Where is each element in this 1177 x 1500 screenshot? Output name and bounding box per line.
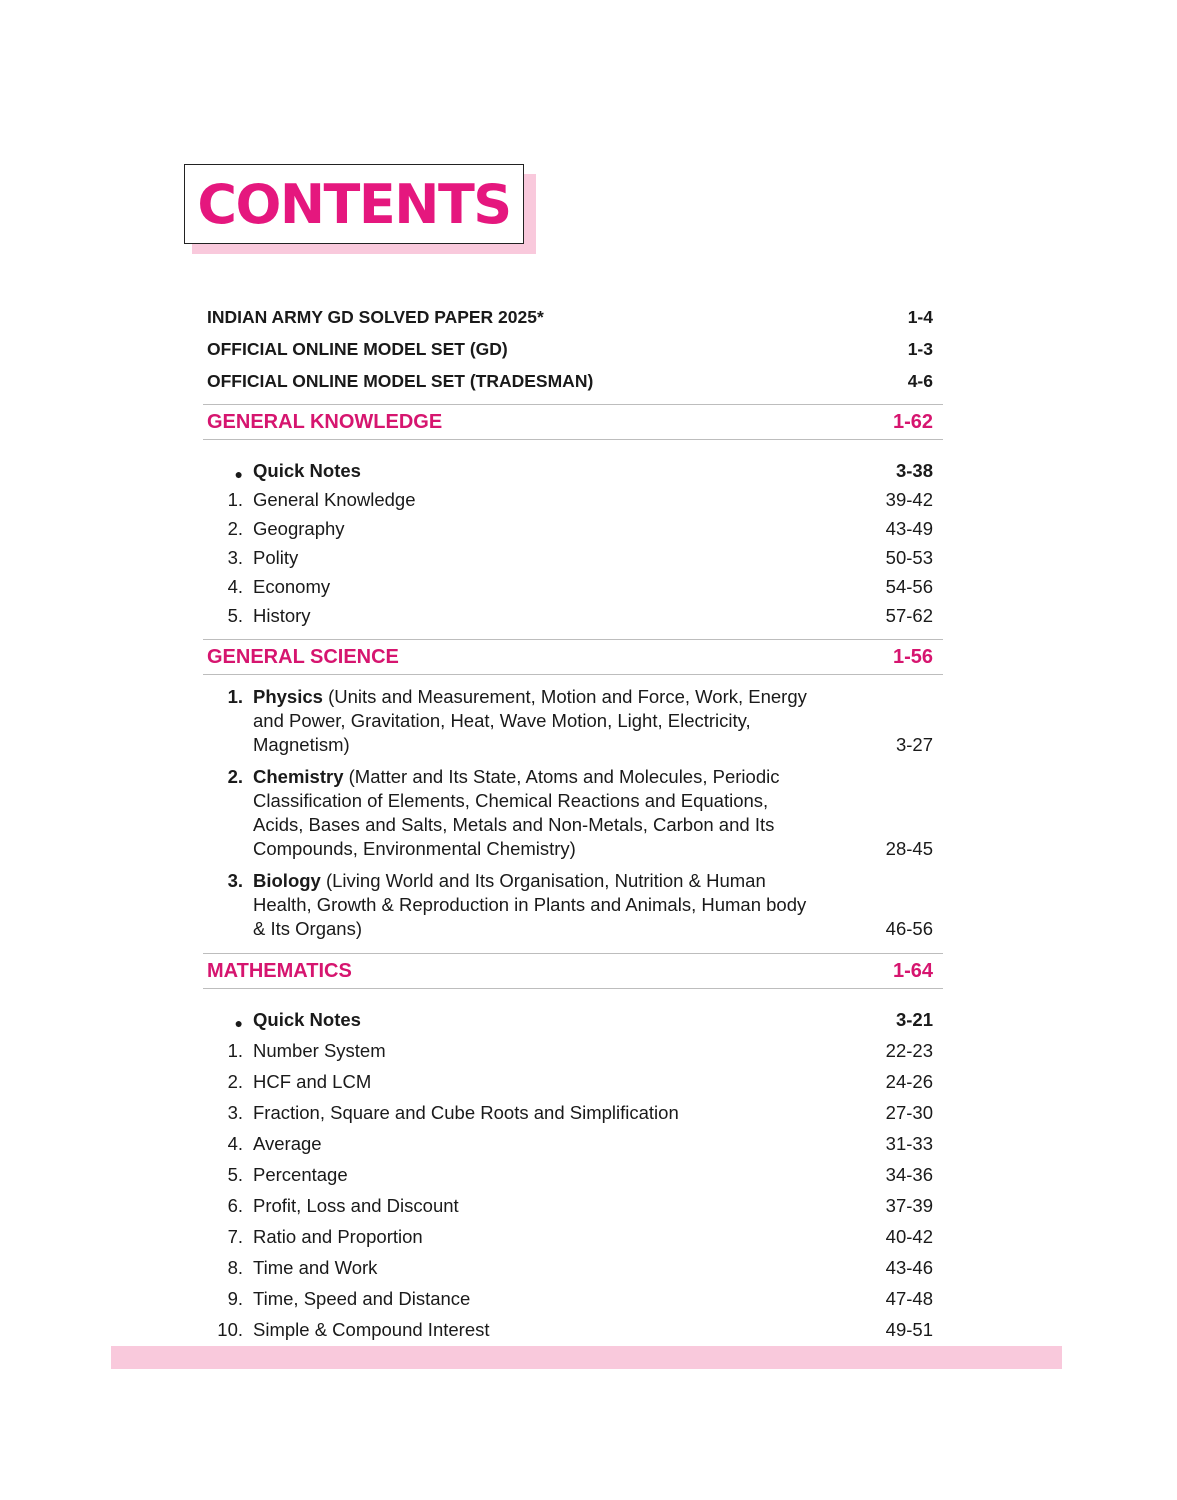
list-item-biology[interactable] (203, 869, 943, 941)
item-label: Polity (253, 547, 299, 568)
toc-entry-solved-paper[interactable] (203, 296, 943, 328)
item-number: 1. (227, 686, 243, 707)
entry-pages: 1-3 (907, 339, 933, 359)
item-pages: 3-27 (895, 734, 933, 755)
item-label: History (253, 605, 311, 626)
section-heading-general-science[interactable] (203, 639, 943, 675)
item-label: Percentage (253, 1164, 348, 1185)
entry-label: Quick Notes (253, 1009, 361, 1030)
list-item[interactable] (203, 1155, 943, 1186)
list-item[interactable] (203, 1310, 943, 1341)
toc-entry-quick-notes[interactable] (203, 450, 943, 482)
item-label: Fraction, Square and Cube Roots and Simplification (253, 1102, 679, 1123)
list-item[interactable] (203, 1031, 943, 1062)
subject-name: Chemistry (253, 766, 344, 787)
footer-bar (111, 1346, 1062, 1369)
item-pages: 31-33 (885, 1133, 933, 1154)
item-number: 1. (227, 1040, 243, 1061)
item-label (243, 869, 813, 941)
list-item[interactable] (203, 540, 943, 569)
item-pages: 47-48 (885, 1288, 933, 1309)
item-number: 7. (227, 1226, 243, 1247)
item-number: 5. (227, 1164, 243, 1185)
entry-label: INDIAN ARMY GD SOLVED PAPER 2025* (207, 307, 544, 327)
title-box (184, 164, 524, 244)
bullet-icon: ● (234, 1015, 243, 1031)
section-pages: 1-62 (892, 410, 933, 433)
entry-label: OFFICIAL ONLINE MODEL SET (TRADESMAN) (207, 371, 594, 391)
item-pages: 57-62 (885, 605, 933, 626)
subject-detail: (Matter and Its State, Atoms and Molecules, Periodic Classification of Elements, Chemical Reactions and Equations, Acids, Bases and Salts, Metals and Non-Metals, Carbon and Its Compounds, Environmental Chemistry) (253, 766, 780, 859)
item-label: Time and Work (253, 1257, 378, 1278)
list-item[interactable] (203, 598, 943, 627)
entry-label: Quick Notes (253, 460, 361, 481)
section-heading-mathematics[interactable] (203, 953, 943, 989)
item-number: 10. (217, 1319, 243, 1340)
item-pages: 39-42 (885, 489, 933, 510)
section-title: GENERAL SCIENCE (207, 645, 399, 668)
item-pages: 40-42 (885, 1226, 933, 1247)
toc-entry-model-set-gd[interactable] (203, 328, 943, 360)
list-item[interactable] (203, 1279, 943, 1310)
item-number: 3. (227, 1102, 243, 1123)
item-label: Profit, Loss and Discount (253, 1195, 459, 1216)
section-heading-general-knowledge[interactable] (203, 404, 943, 440)
section-title: MATHEMATICS (207, 959, 352, 982)
item-pages: 49-51 (885, 1319, 933, 1340)
subject-detail: (Living World and Its Organisation, Nutrition & Human Health, Growth & Reproduction in Plants and Animals, Human body & Its Organs) (253, 870, 807, 939)
list-item[interactable] (203, 511, 943, 540)
item-pages: 43-49 (885, 518, 933, 539)
item-pages: 27-30 (885, 1102, 933, 1123)
item-number: 2. (227, 766, 243, 787)
entry-pages: 3-21 (895, 1009, 933, 1030)
item-pages: 24-26 (885, 1071, 933, 1092)
list-item[interactable] (203, 482, 943, 511)
item-pages: 46-56 (885, 918, 933, 939)
entry-pages: 1-4 (907, 307, 933, 327)
item-pages: 34-36 (885, 1164, 933, 1185)
item-label: General Knowledge (253, 489, 416, 510)
item-label: Time, Speed and Distance (253, 1288, 471, 1309)
list-item[interactable] (203, 569, 943, 598)
item-number: 2. (227, 518, 243, 539)
bullet-icon: ● (234, 466, 243, 482)
item-pages: 54-56 (885, 576, 933, 597)
list-item-chemistry[interactable] (203, 765, 943, 861)
entry-pages: 3-38 (895, 460, 933, 481)
contents-title-block (184, 164, 536, 254)
item-label: Economy (253, 576, 331, 597)
item-label: Number System (253, 1040, 386, 1061)
section-title: GENERAL KNOWLEDGE (207, 410, 443, 433)
list-item[interactable] (203, 1124, 943, 1155)
item-pages: 22-23 (885, 1040, 933, 1061)
list-item[interactable] (203, 1062, 943, 1093)
item-number: 8. (227, 1257, 243, 1278)
list-item[interactable] (203, 1248, 943, 1279)
item-label (243, 685, 813, 757)
table-of-contents (203, 296, 943, 1341)
item-pages: 50-53 (885, 547, 933, 568)
list-item[interactable] (203, 1093, 943, 1124)
item-number: 2. (227, 1071, 243, 1092)
item-number: 3. (227, 547, 243, 568)
item-label: Average (253, 1133, 322, 1154)
toc-entry-model-set-tradesman[interactable] (203, 360, 943, 392)
section-pages: 1-64 (892, 959, 933, 982)
item-label: Simple & Compound Interest (253, 1319, 490, 1340)
item-pages: 37-39 (885, 1195, 933, 1216)
section-pages: 1-56 (892, 645, 933, 668)
entry-label: OFFICIAL ONLINE MODEL SET (GD) (207, 339, 508, 359)
item-label: HCF and LCM (253, 1071, 372, 1092)
item-pages: 43-46 (885, 1257, 933, 1278)
item-number: 1. (227, 489, 243, 510)
item-label (243, 765, 813, 861)
item-number: 4. (227, 576, 243, 597)
list-item-physics[interactable] (203, 685, 943, 757)
subject-name: Physics (253, 686, 323, 707)
subject-name: Biology (253, 870, 321, 891)
subject-detail: (Units and Measurement, Motion and Force, Work, Energy and Power, Gravitation, Heat, Wave Motion, Light, Electricity, Magnetism) (253, 686, 807, 755)
item-number: 3. (227, 870, 243, 891)
item-number: 4. (227, 1133, 243, 1154)
entry-pages: 4-6 (907, 371, 933, 391)
item-number: 9. (227, 1288, 243, 1309)
item-label: Geography (253, 518, 345, 539)
page-title: CONTENTS (197, 172, 511, 236)
item-pages: 28-45 (885, 838, 933, 859)
item-number: 6. (227, 1195, 243, 1216)
item-number: 5. (227, 605, 243, 626)
item-label: Ratio and Proportion (253, 1226, 423, 1247)
list-item[interactable] (203, 1217, 943, 1248)
toc-entry-quick-notes[interactable] (203, 999, 943, 1031)
list-item[interactable] (203, 1186, 943, 1217)
